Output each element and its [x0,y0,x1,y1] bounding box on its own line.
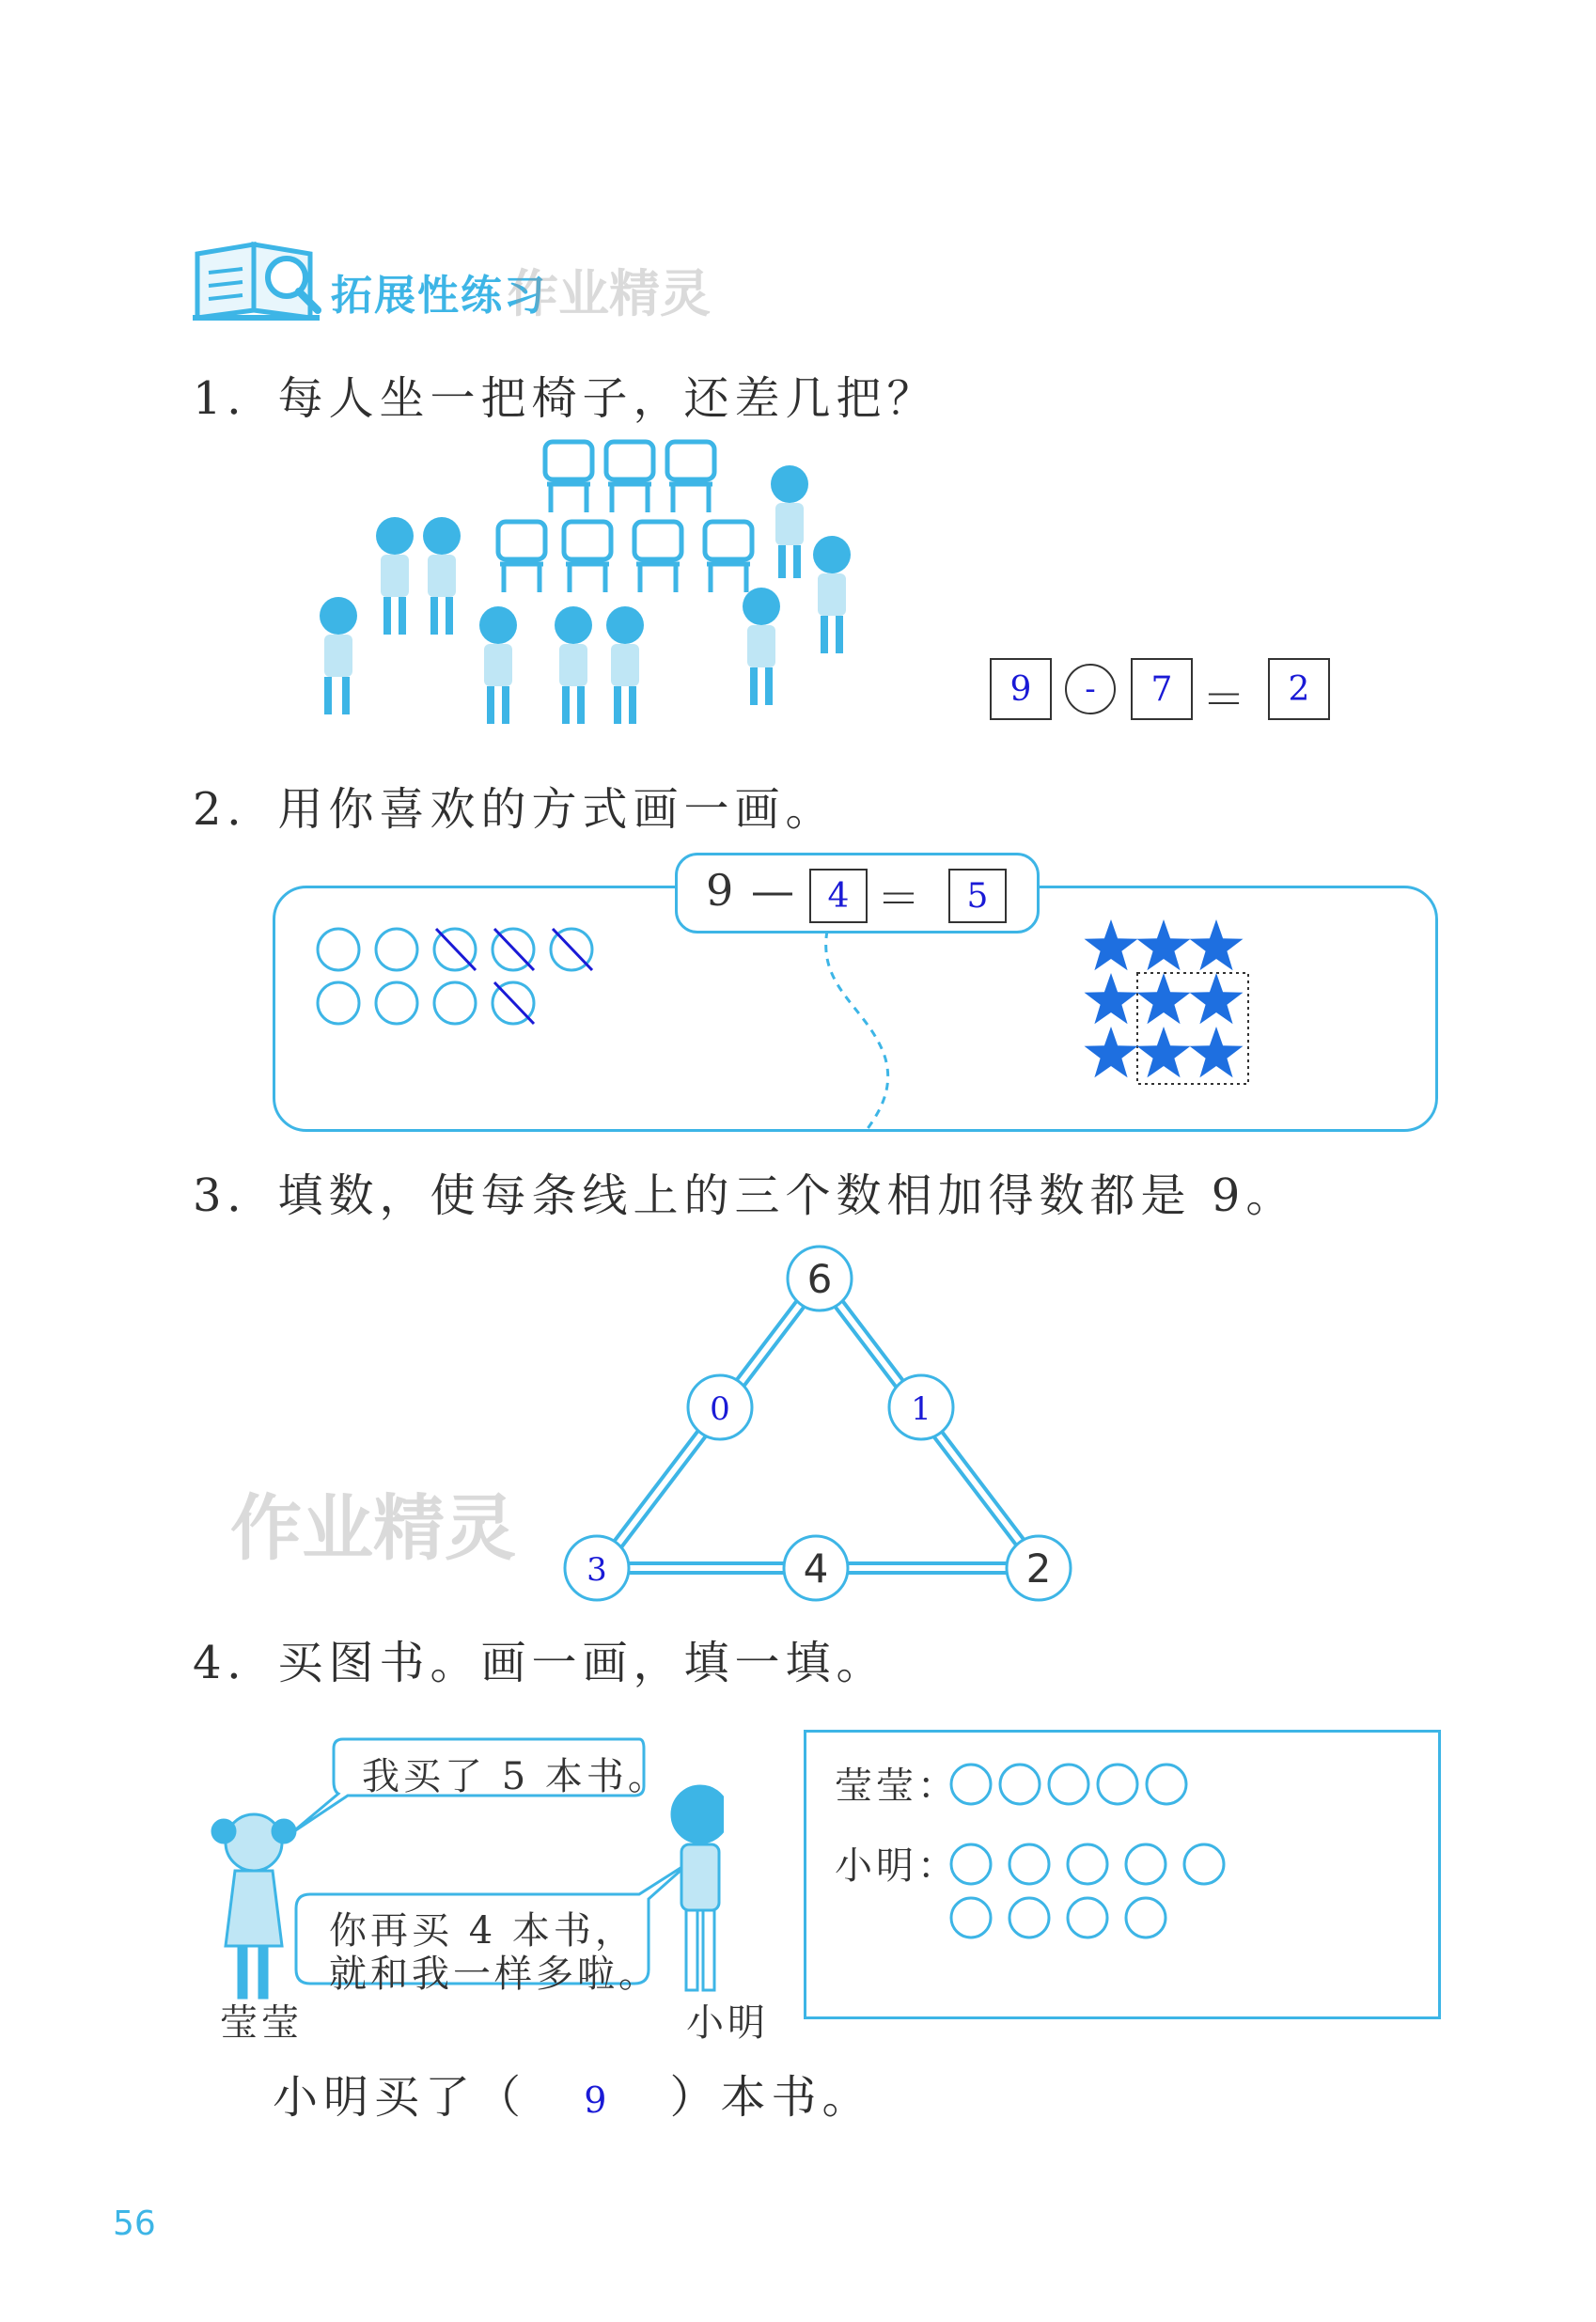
circle-icon [318,929,359,970]
child-icon [479,606,517,724]
q4-counting-box [804,1730,1441,2019]
star-icon [1085,919,1138,970]
question-1-text: 1．每人坐一把椅子，还差几把？ [193,372,938,425]
node-top-value: 6 [806,1256,833,1302]
q2-operator: — [751,865,794,916]
child-icon [320,597,357,714]
book-circle [951,1898,991,1938]
q1-equals: ＝ [1202,674,1245,725]
watermark-2: 作业精灵 [230,1486,516,1570]
child-icon [555,606,592,724]
watermark: 作业精灵 [508,264,711,323]
bubble-2-line-1: 你再买 4 本书， [329,1909,636,1953]
q2-answer-box-b[interactable]: 4 [809,869,868,923]
q2-answer-box-result[interactable]: 5 [948,869,1007,923]
girl-icon [212,1814,295,1998]
book-circle [1068,1898,1107,1938]
bubble-2-line-2: 就和我一样多啦。 [329,1953,660,1996]
child-icon [813,536,851,653]
page-number: 56 [113,2204,156,2243]
node-bottom-left-value: 3 [587,1551,607,1589]
chair-icon [498,522,545,592]
book-magnifier-icon [188,235,329,324]
book-circle [1147,1765,1186,1804]
q2-equation-tab [675,853,1040,934]
book-circle [1009,1898,1049,1938]
node-right-mid-value: 1 [911,1390,931,1428]
node-left-mid-value: 0 [710,1390,730,1428]
star-icon [1190,919,1244,970]
q2-number-a: 9 [706,865,734,916]
boy-icon [672,1786,724,1990]
q1-operator-circle[interactable] [1065,664,1116,714]
boy-name-label: 小明 [686,2001,769,2045]
q1-answer-box-b[interactable]: 7 [1131,658,1193,720]
star-icon [1137,973,1191,1024]
q2-dashed-divider [808,931,921,1137]
star-icon [1190,1027,1244,1077]
circle-icon [376,982,417,1024]
book-circle [951,1765,991,1804]
child-icon [376,517,414,635]
book-circle [1126,1898,1166,1938]
answer-prefix: 小明买了（ [273,2071,527,2124]
bubble-1-text: 我买了 5 本书。 [362,1755,669,1798]
section-title: 拓展性练习 [331,272,547,320]
circle-icon [318,982,359,1024]
row-1-label: 莹莹： [835,1765,959,1808]
child-icon [771,465,808,578]
q1-operator: - [1085,670,1096,708]
book-circle [1126,1844,1166,1884]
q1-answer-box-a[interactable]: 9 [990,658,1052,720]
answer-suffix: ）本书。 [669,2071,873,2124]
q2-equals: ＝ [877,873,920,924]
question-4-text: 4．买图书。画一画，填一填。 [193,1637,887,1689]
children-chairs-illustration [282,432,865,733]
star-icon [1137,919,1191,970]
question-2-text: 2．用你喜欢的方式画一画。 [193,783,837,836]
book-circle [1049,1765,1088,1804]
q1-answer-box-result[interactable]: 2 [1268,658,1330,720]
answer-value[interactable]: 9 [584,2079,613,2121]
book-circle [1184,1844,1224,1884]
star-icon [1085,973,1138,1024]
q1-equation [990,658,1338,724]
child-icon [423,517,461,635]
circle-icon [434,982,476,1024]
girl-name-label: 莹莹 [220,2001,303,2045]
chair-icon [606,442,653,512]
child-icon [606,606,644,724]
q2-stars [1081,912,1269,1100]
star-icon [1085,1027,1138,1077]
node-bottom-mid-value: 4 [803,1545,829,1592]
book-circle [1000,1765,1040,1804]
chair-icon [667,442,714,512]
circle-icon [376,929,417,970]
star-icon [1137,1027,1191,1077]
book-circle [1098,1765,1137,1804]
q4-answer-line [273,2061,873,2126]
child-icon [743,588,780,705]
q2-circles [310,921,620,1043]
chair-icon [545,442,592,512]
book-circle [951,1844,991,1884]
chair-icon [634,522,681,592]
node-bottom-right-value: 2 [1025,1545,1052,1592]
row-2-label: 小明： [835,1844,959,1888]
q3-number-triangle [526,1227,1109,1631]
row-2-circles [947,1836,1258,1958]
book-circle [1068,1844,1107,1884]
question-3-text: 3．填数，使每条线上的三个数相加得数都是 9。 [193,1169,1297,1222]
section-header [188,235,752,329]
chair-icon [564,522,611,592]
chair-icon [705,522,752,592]
star-icon [1190,973,1244,1024]
book-circle [1009,1844,1049,1884]
row-1-circles [947,1756,1192,1812]
